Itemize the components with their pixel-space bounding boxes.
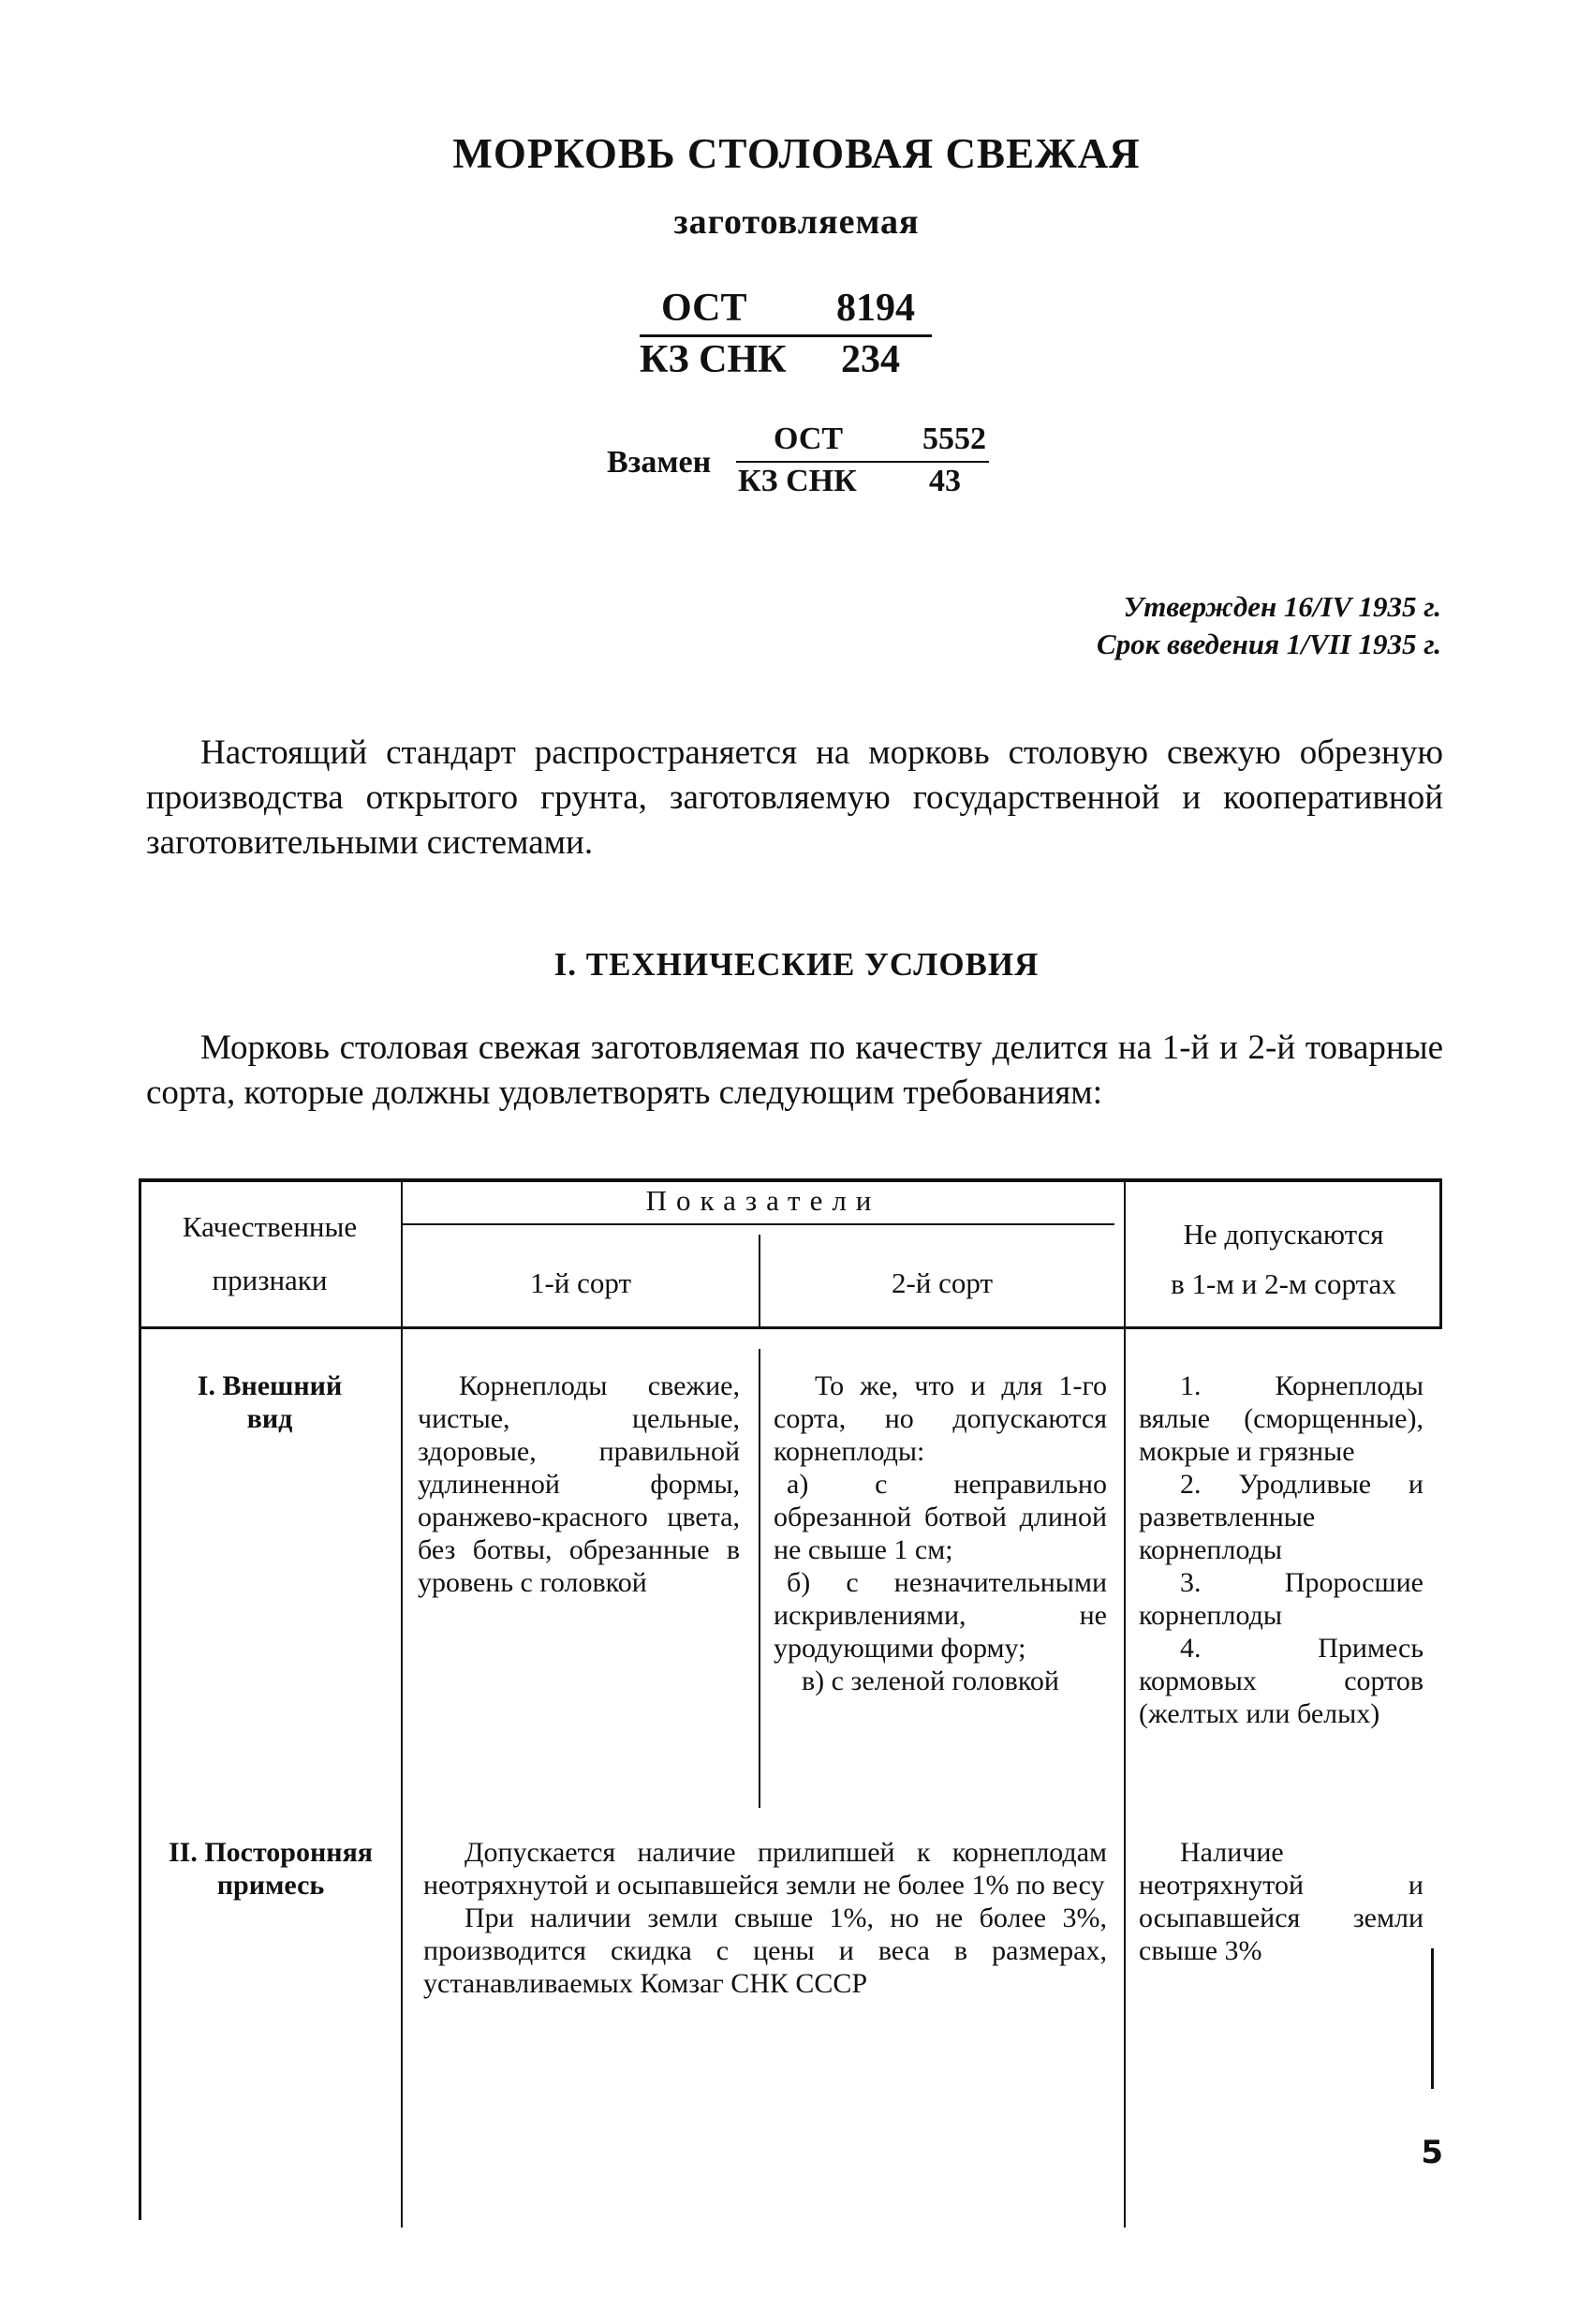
document-subtitle: заготовляемая bbox=[673, 202, 920, 242]
header-not-allowed: Не допускаются в 1-м и 2-м сортах bbox=[1171, 1218, 1396, 1300]
table-right-border bbox=[1439, 1178, 1442, 1326]
row-2-not-allowed: Наличие неотряхнутой и осыпавшейся земли свыше 3% bbox=[1139, 1837, 1423, 1966]
standard-num-left: ОСТ bbox=[661, 287, 747, 330]
col-divider-3 bbox=[1124, 1178, 1126, 2228]
col-divider-2-body bbox=[759, 1349, 760, 1808]
section-title: I. ТЕХНИЧЕСКИЕ УСЛОВИЯ bbox=[553, 946, 1040, 983]
header-grade-2: 2-й сорт bbox=[891, 1266, 994, 1299]
intro-paragraph: Настоящий стандарт распространяется на морковь столовую свежую обрезную производства открытого грунта, заготовляемую государственной и кооперативной заготовительными системами. bbox=[146, 733, 1443, 862]
row-1-grade-1: Корнеплоды свежие, чистые, цельные, здоровые, правильной удлиненной формы, оранжево-красного цвета, без ботвы, обрезанные в уровень с головкой bbox=[418, 1370, 740, 1598]
replaces-den-right: 43 bbox=[929, 464, 961, 498]
table-group-rule bbox=[403, 1223, 1114, 1225]
header-grade-1: 1-й сорт bbox=[529, 1266, 632, 1299]
replaces-num-right: 5552 bbox=[922, 422, 986, 456]
col-divider-2-header bbox=[759, 1235, 760, 1326]
page-number: 5 bbox=[1421, 2134, 1443, 2171]
replaces-num-left: ОСТ bbox=[774, 422, 844, 456]
row-1-not-allowed: 1. Корнеплоды вялые (сморщенные), мокрые и грязные 2. Уродливые и разветвленные корнеплоды 3. Проросшие корнеплоды 4. Примесь кормовых сортов (желтых или белых) bbox=[1139, 1370, 1423, 1729]
header-quality-features: Качественные признаки bbox=[182, 1210, 358, 1296]
lead-paragraph: Морковь столовая свежая заготовляемая по качеству делится на 1-й и 2-й товарные сорта, которые должны удовлетворять следующим требованиям: bbox=[146, 1029, 1443, 1112]
row-2-grades: Допускается наличие прилипшей к корнеплодам неотряхнутой и осыпавшейся земли не более 1% по весу При наличии земли свыше 1%, но не более 3%, производится скидка с цены и веса в размерах, устанавливаемых Комзаг СНК СССР bbox=[423, 1837, 1107, 1999]
standard-den-right: 234 bbox=[841, 338, 900, 381]
col-divider-1 bbox=[401, 1178, 403, 2228]
table-right-border-lower bbox=[1431, 1948, 1434, 2089]
table-top-rule bbox=[139, 1178, 1442, 1182]
row-2-feature: II. Посторонняя примесь bbox=[168, 1837, 374, 1901]
row-1-feature: I. Внешний вид bbox=[197, 1370, 343, 1434]
row-1-grade-2: То же, что и для 1-го сорта, но допускаются корнеплоды: а) с неправильно обрезанной ботвой длиной не свыше 1 см; б) с незначительными искривлениями, не уродующими форму; в) с зеленой головкой bbox=[774, 1370, 1107, 1696]
replaces-den-left: КЗ СНК bbox=[738, 464, 857, 498]
replaces-fraction-line bbox=[736, 461, 989, 463]
table-left-border bbox=[139, 1178, 141, 2220]
effective-date: Срок введения 1/VII 1935 г. bbox=[1097, 628, 1441, 660]
document-title: МОРКОВЬ СТОЛОВАЯ СВЕЖАЯ bbox=[452, 130, 1141, 177]
replaces-label: Взамен bbox=[607, 445, 712, 480]
table-header-rule bbox=[140, 1326, 1442, 1329]
approved-date: Утвержден 16/IV 1935 г. bbox=[1123, 590, 1441, 623]
standard-num-right: 8194 bbox=[836, 287, 915, 330]
standard-den-left: КЗ СНК bbox=[640, 338, 787, 381]
approval-block bbox=[1097, 588, 1441, 663]
header-indicators: Показатели bbox=[645, 1184, 881, 1217]
